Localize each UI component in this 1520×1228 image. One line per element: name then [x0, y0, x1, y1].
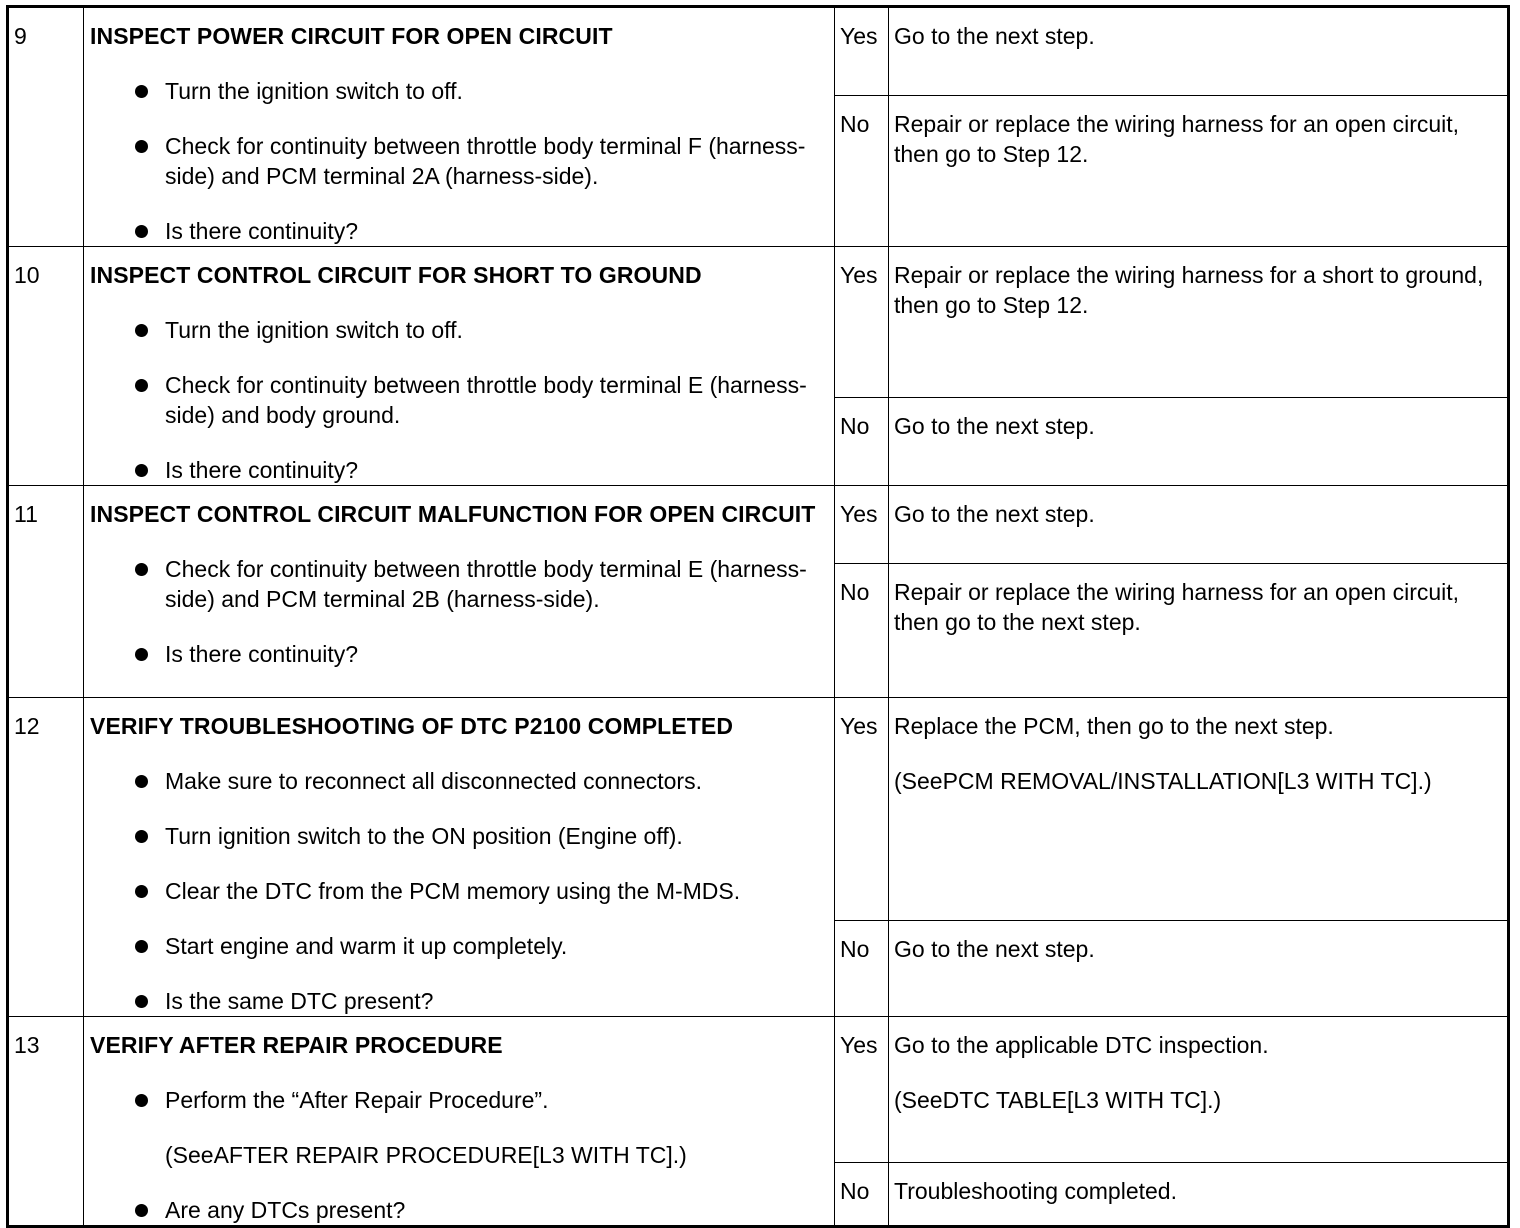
no-label: No — [835, 564, 889, 698]
step-content — [84, 698, 835, 1017]
bullet-icon — [135, 140, 148, 153]
bullet-icon — [135, 995, 148, 1008]
step-content — [84, 247, 835, 486]
bullet-icon — [135, 775, 148, 788]
step-checklist — [90, 1085, 824, 1115]
step-checklist — [90, 315, 824, 485]
step-title: VERIFY AFTER REPAIR PROCEDURE — [90, 1032, 503, 1058]
yes-label: Yes — [835, 698, 889, 921]
checklist-item: Turn the ignition switch to off. — [90, 315, 824, 345]
yes-label: Yes — [835, 1017, 889, 1163]
yes-action: Repair or replace the wiring harness for a short to ground, then go to Step 12. — [889, 247, 1509, 398]
checklist-item: Is the same DTC present? — [90, 986, 824, 1016]
yes-label: Yes — [835, 486, 889, 564]
no-action: Troubleshooting completed. — [889, 1163, 1509, 1227]
step-number: 13 — [8, 1017, 84, 1227]
cross-reference: (SeePCM REMOVAL/INSTALLATION[L3 WITH TC].) — [894, 768, 1432, 794]
step-row — [8, 1017, 1509, 1163]
yes-label: Yes — [835, 247, 889, 398]
step-content — [84, 486, 835, 698]
bullet-icon — [135, 885, 148, 898]
bullet-icon — [135, 830, 148, 843]
checklist-item: Turn the ignition switch to off. — [90, 76, 824, 106]
no-action: Go to the next step. — [889, 397, 1509, 485]
step-row — [8, 486, 1509, 564]
step-checklist — [90, 76, 824, 246]
yes-label: Yes — [835, 7, 889, 96]
checklist-item: Is there continuity? — [90, 639, 824, 669]
bullet-icon — [135, 940, 148, 953]
bullet-icon — [135, 225, 148, 238]
no-action: Repair or replace the wiring harness for an open circuit, then go to Step 12. — [889, 96, 1509, 247]
checklist-item: Clear the DTC from the PCM memory using the M-MDS. — [90, 876, 824, 906]
step-row — [8, 247, 1509, 398]
bullet-icon — [135, 1094, 148, 1107]
step-number: 10 — [8, 247, 84, 486]
diagnostic-procedure-table — [6, 5, 1510, 1228]
yes-action — [889, 1017, 1509, 1163]
no-action: Repair or replace the wiring harness for an open circuit, then go to the next step. — [889, 564, 1509, 698]
step-title: VERIFY TROUBLESHOOTING OF DTC P2100 COMPLETED — [90, 713, 734, 739]
step-checklist — [90, 766, 824, 1016]
no-label: No — [835, 397, 889, 485]
bullet-icon — [135, 648, 148, 661]
step-number: 12 — [8, 698, 84, 1017]
cross-reference: (SeeDTC TABLE[L3 WITH TC].) — [894, 1087, 1222, 1113]
bullet-icon — [135, 464, 148, 477]
checklist-item: Check for continuity between throttle body terminal E (harness-side) and body ground. — [90, 370, 824, 430]
step-title: INSPECT POWER CIRCUIT FOR OPEN CIRCUIT — [90, 23, 613, 49]
step-checklist — [90, 554, 824, 669]
checklist-item: Check for continuity between throttle body terminal E (harness-side) and PCM terminal 2B (harness-side). — [90, 554, 824, 614]
yes-action — [889, 698, 1509, 921]
checklist-item: Turn ignition switch to the ON position (Engine off). — [90, 821, 824, 851]
step-number: 11 — [8, 486, 84, 698]
bullet-icon — [135, 379, 148, 392]
bullet-icon — [135, 324, 148, 337]
step-row — [8, 7, 1509, 96]
yes-action: Go to the next step. — [889, 486, 1509, 564]
checklist-item: Check for continuity between throttle body terminal F (harness-side) and PCM terminal 2A (harness-side). — [90, 131, 824, 191]
checklist-item: Make sure to reconnect all disconnected connectors. — [90, 766, 824, 796]
step-content — [84, 1017, 835, 1227]
checklist-item: Are any DTCs present? — [90, 1195, 824, 1225]
no-label: No — [835, 1163, 889, 1227]
yes-action-text: Go to the applicable DTC inspection. — [894, 1032, 1269, 1058]
checklist-item: Is there continuity? — [90, 455, 824, 485]
no-label: No — [835, 96, 889, 247]
step-row — [8, 698, 1509, 921]
yes-action: Go to the next step. — [889, 7, 1509, 96]
no-action: Go to the next step. — [889, 920, 1509, 1016]
checklist-item: Perform the “After Repair Procedure”. — [90, 1085, 824, 1115]
bullet-icon — [135, 1204, 148, 1217]
checklist-item: Is there continuity? — [90, 216, 824, 246]
step-checklist — [90, 1195, 824, 1225]
yes-action-text: Replace the PCM, then go to the next step. — [894, 713, 1334, 739]
cross-reference: (SeeAFTER REPAIR PROCEDURE[L3 WITH TC].) — [165, 1142, 687, 1168]
no-label: No — [835, 920, 889, 1016]
step-number: 9 — [8, 7, 84, 247]
bullet-icon — [135, 85, 148, 98]
step-content — [84, 7, 835, 247]
checklist-item: Start engine and warm it up completely. — [90, 931, 824, 961]
bullet-icon — [135, 563, 148, 576]
step-title: INSPECT CONTROL CIRCUIT MALFUNCTION FOR OPEN CIRCUIT — [90, 501, 816, 527]
step-title: INSPECT CONTROL CIRCUIT FOR SHORT TO GROUND — [90, 262, 702, 288]
